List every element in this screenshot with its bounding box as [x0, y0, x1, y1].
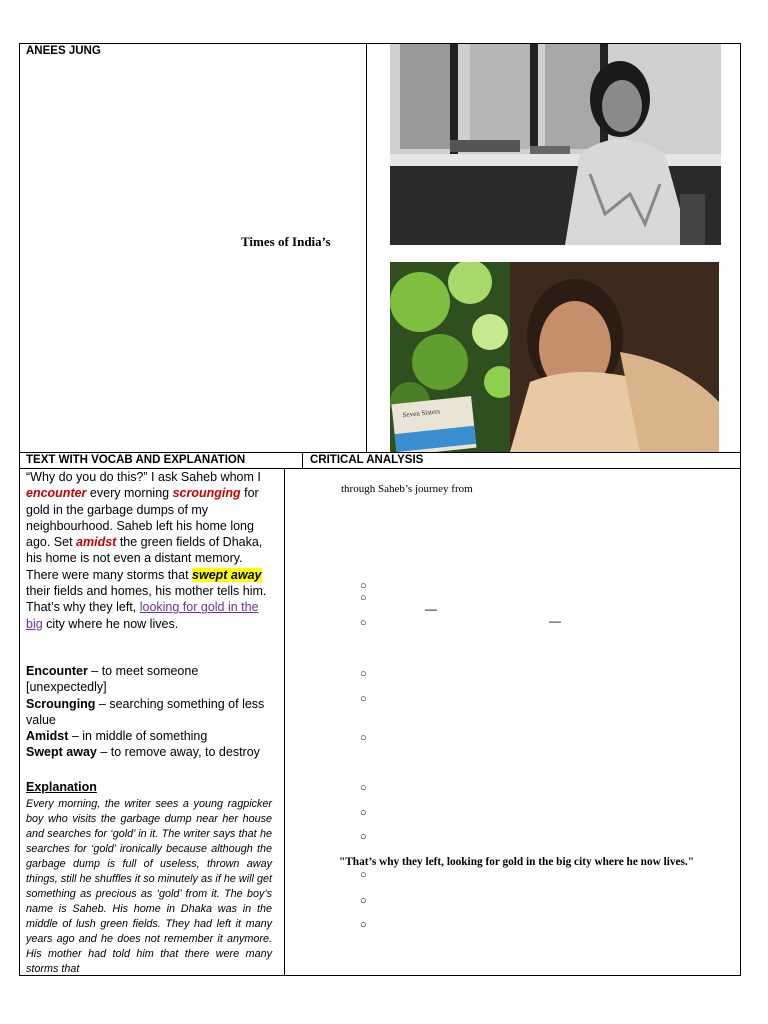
- analysis-bullet: ○: [360, 580, 367, 592]
- vocab-word-scrounging: scrounging: [172, 486, 241, 501]
- analysis-journey-text: through Saheb’s journey from: [341, 483, 473, 495]
- right-column-heading: CRITICAL ANALYSIS: [310, 454, 424, 466]
- times-of-india-label: Times of India’s: [241, 234, 331, 249]
- vocab-word-encounter: encounter: [26, 486, 87, 501]
- analysis-bullet: ○: [360, 919, 367, 931]
- analysis-bullet: ○: [360, 732, 367, 744]
- author-name: ANEES JUNG: [26, 45, 101, 57]
- highlighted-phrase: looking for gold in the big: [26, 600, 259, 631]
- heading-column-divider: [302, 452, 303, 469]
- passage-text: [26, 469, 272, 632]
- vocab-item: Amidst – in middle of something: [26, 729, 208, 744]
- vocab-item: Scrounging – searching something of less value: [26, 696, 265, 727]
- passage-segment: “Why do you do this?” I ask Saheb whom I: [26, 470, 261, 484]
- passage-segment: city where he now lives.: [42, 616, 179, 631]
- analysis-bullet: ○: [360, 782, 367, 794]
- analysis-bullet: ○: [360, 617, 367, 629]
- passage-column: [26, 469, 272, 977]
- section-divider: [19, 452, 741, 453]
- analysis-dash: —: [549, 614, 561, 628]
- analysis-bullet: ○: [360, 869, 367, 881]
- anees-jung-desk-photo: [390, 44, 721, 245]
- analysis-bullet: ○: [360, 592, 367, 604]
- vocab-item: Encounter – to meet someone [unexpectedly]: [26, 663, 199, 695]
- vocab-list: [26, 663, 272, 761]
- vocab-word-amidst: amidst: [76, 535, 117, 550]
- analysis-dash: —: [425, 602, 437, 616]
- analysis-quote: "That’s why they left, looking for gold in the big city where he now lives.": [339, 856, 695, 868]
- explanation-title: Explanation: [26, 779, 97, 794]
- passage-segment: every morning: [86, 486, 173, 501]
- analysis-bullet: ○: [360, 807, 367, 819]
- analysis-bullet: ○: [360, 831, 367, 843]
- passage-segment: the green fields of Dhaka, his home is not even a distant memory. There were many storms that: [26, 535, 263, 582]
- explanation-text: Every morning, the writer sees a young ragpicker boy who visits the garbage dump near her house and searches for ‘gold’ in it. The writer says that he searches for ‘gold’ ironically because although the garbage dump is full of useless, thrown away things, still he shuffles it so minutely as if he will get something as precious as ‘gold’ from it. The boy’s name is Saheb. His home in Dhaka was in the middle of lush green fields. They had left it many years ago and he does not remember it anymore. His mother had told him that there were many storms that: [26, 798, 272, 976]
- passage-segment: for gold in the garbage dumps of my neighbourhood. Saheb left his home long ago. Set: [26, 486, 259, 550]
- vocab-word-swept-away: swept away: [192, 567, 262, 582]
- left-column-heading: TEXT WITH VOCAB AND EXPLANATION: [26, 454, 246, 466]
- analysis-bullet: ○: [360, 895, 367, 907]
- book-title: Seven Sisters: [402, 407, 441, 420]
- vocab-item: Swept away – to remove away, to destroy: [26, 745, 260, 760]
- top-divider: [366, 43, 367, 453]
- analysis-bullet: ○: [360, 693, 367, 705]
- passage-segment: their fields and homes, his mother tells him. That’s why they left,: [26, 584, 267, 615]
- anees-jung-book-photo: [390, 262, 719, 452]
- analysis-bullet: ○: [360, 668, 367, 680]
- body-column-divider: [284, 468, 285, 976]
